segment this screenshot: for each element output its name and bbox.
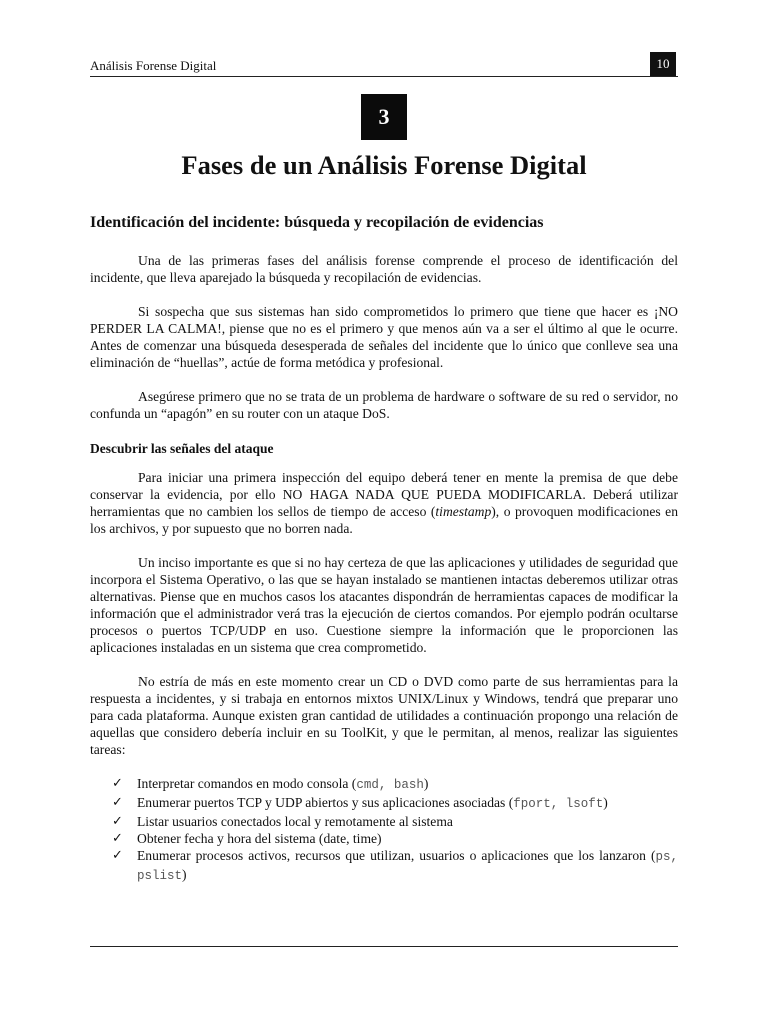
list-item — [112, 794, 678, 813]
page-header — [90, 52, 678, 77]
list-item-text: Listar usuarios conectados local y remotamente al sistema — [137, 814, 453, 829]
section-title: Identificación del incidente: búsqueda y recopilación de evidencias — [90, 214, 544, 231]
paragraph: Una de las primeras fases del análisis forense comprende el proceso de identificación del incidente, que lleva aparejado la búsqueda y recopilación de evidencias. — [90, 253, 678, 285]
page-number: 10 — [650, 52, 676, 76]
check-icon: ✓ — [112, 831, 123, 846]
list-item-text: Enumerar puertos TCP y UDP abiertos y sus aplicaciones asociadas ( — [137, 795, 514, 810]
command-code: fport, lsoft — [513, 797, 604, 811]
list-item-tail: ) — [603, 795, 608, 810]
chapter-number: 3 — [361, 94, 407, 140]
italic-term: timestamp — [435, 504, 492, 519]
list-item — [112, 847, 678, 885]
footer-rule — [90, 946, 678, 947]
list-item — [112, 830, 678, 847]
command-code: cmd, bash — [356, 778, 424, 792]
list-item — [112, 813, 678, 830]
check-icon: ✓ — [112, 776, 123, 791]
header-title: Análisis Forense Digital — [90, 58, 217, 73]
command-code: ps, pslist — [137, 850, 678, 883]
paragraph: No estría de más en este momento crear un CD o DVD como parte de sus herramientas para la respuesta a incidentes, y si trabaja en entornos mixtos UNIX/Linux y Windows, tendrá que preparar uno para cada plataforma. Aunque existen gran cantidad de utilidades a continuación propongo una relación de aquellas que considero debería incluir en su ToolKit, y que le permitan, al menos, realizar las siguientes tareas: — [90, 674, 678, 757]
paragraph-text: ), o provoquen modificaciones en los archivos, y por supuesto que no borren nada. — [90, 504, 678, 536]
paragraph: Si sospecha que sus sistemas han sido comprometidos lo primero que tiene que hacer es ¡NO PERDER LA CALMA!, piense que no es el primero y que menos aún va a ser el último al que le ocurre. Antes de comenzar una búsqueda desesperada de señales del incidente que lo único que conlleve sea una eliminación de “huellas”, actúe de forma metódica y profesional. — [90, 304, 678, 370]
subsection-title: Descubrir las señales del ataque — [90, 441, 274, 456]
list-item-tail: ) — [182, 867, 187, 882]
paragraph: Un inciso importante es que si no hay certeza de que las aplicaciones y utilidades de seguridad que incorpora el Sistema Operativo, o las que se hayan instalado se mantienen intactas deberemos utilizar otras alternativas. Piense que en muchos casos los atacantes dispondrán de herramientas capaces de modificar la información que el administrador verá tras la ejecución de ciertos comandos. Por ejemplo podrán ocultarse procesos o puertos TCP/UDP en uso. Cuestione siempre la información que le proporcionen las aplicaciones instaladas en un sistema que crea comprometido. — [90, 555, 678, 655]
check-icon: ✓ — [112, 848, 123, 863]
list-item-tail: ) — [423, 776, 429, 791]
list-item-text: Enumerar procesos activos, recursos que utilizan, usuarios o aplicaciones que los lanzaron ( — [137, 848, 656, 863]
task-list — [90, 775, 678, 885]
page-content — [90, 211, 678, 885]
paragraph — [90, 469, 678, 537]
check-icon: ✓ — [112, 795, 123, 810]
list-item-text: Interpretar comandos en modo consola ( — [137, 776, 357, 791]
list-item-text: Obtener fecha y hora del sistema (date, time) — [137, 831, 382, 846]
list-item — [112, 775, 678, 794]
paragraph: Asegúrese primero que no se trata de un problema de hardware o software de su red o servidor, no confunda un “apagón” en su router con un ataque DoS. — [90, 389, 678, 421]
chapter-title: Fases de un Análisis Forense Digital — [181, 150, 587, 180]
paragraph-text: Para iniciar una primera inspección del equipo deberá tener en mente la premisa de que debe conservar la evidencia, por ello NO HAGA NADA QUE PUEDA MODIFICARLA. Deberá utilizar herramientas que no cambien los sellos de tiempo de acceso ( — [90, 470, 678, 519]
check-icon: ✓ — [112, 814, 123, 829]
